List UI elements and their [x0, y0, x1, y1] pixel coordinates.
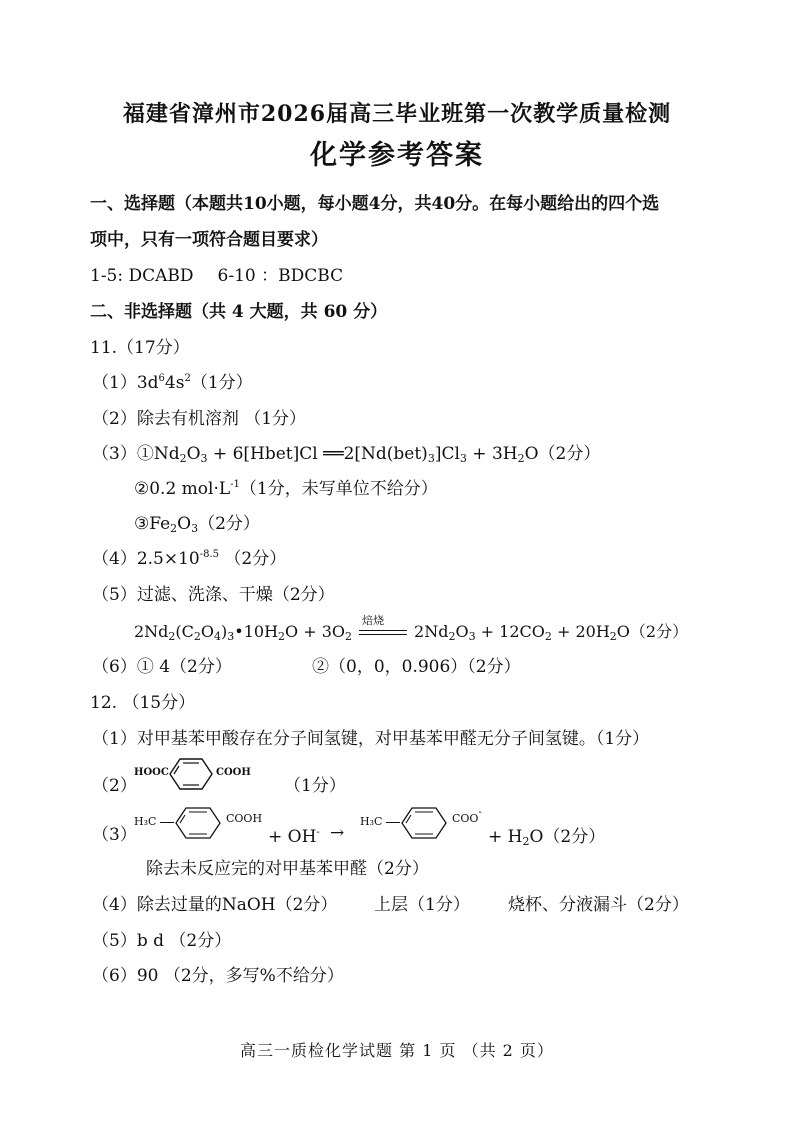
hooc-label: HOOC	[134, 767, 169, 778]
sub: 2	[609, 630, 617, 643]
t: )	[221, 622, 228, 641]
sub: 2	[170, 522, 178, 535]
cooh-label: COOH	[226, 812, 263, 825]
ch3-label: H₃C	[360, 815, 383, 828]
exam-title: 福建省漳州市2026届高三毕业班第一次教学质量检测	[122, 101, 672, 127]
text: 3d	[136, 373, 159, 393]
t: + 3H	[466, 444, 518, 464]
t: + 12CO	[475, 622, 545, 641]
sup: 2	[184, 373, 191, 384]
sup: -	[478, 807, 482, 818]
p-toluic-acid-structure	[134, 806, 274, 846]
q12-part4c: 烧杯、分液漏斗（2分）	[508, 895, 689, 915]
sup: -8.5	[199, 549, 220, 560]
terephthalic-acid-structure	[134, 757, 284, 793]
t: 2Nd	[414, 622, 449, 641]
cooh-label: COOH	[216, 767, 251, 778]
t: （2分）	[219, 549, 287, 569]
reaction-arrow-icon: →	[330, 823, 345, 843]
t: （2分）	[198, 514, 260, 534]
sup: -1	[230, 479, 240, 490]
q11-part3-eq	[92, 443, 600, 465]
text: 4s	[164, 373, 185, 393]
q12-part5: （5）b d （2分）	[92, 931, 232, 951]
answers-6-10: 6-10 ：BDCBC	[217, 266, 344, 286]
q12-part4b: 上层（1分）	[374, 895, 470, 915]
sub: 3	[191, 522, 199, 535]
t: ②0.2 mol·L	[134, 479, 231, 499]
t: O	[200, 622, 215, 641]
t: (C	[175, 622, 194, 641]
q11-part6b: ②（0，0，0.906）（2分）	[312, 657, 521, 677]
q12-part3-label: （3）	[92, 825, 137, 845]
coo-label	[452, 807, 482, 825]
hydroxide	[268, 826, 320, 848]
q12-header: 12. （15分）	[90, 693, 196, 713]
sup: -	[316, 827, 320, 838]
q11-part4	[92, 548, 286, 570]
sub: 2	[517, 452, 525, 465]
sub: 2	[345, 630, 353, 643]
t: （1分，未写单位不给分）	[239, 479, 438, 499]
t: O（2分）	[524, 444, 601, 464]
t: + H	[488, 827, 523, 847]
sup: 6	[158, 373, 165, 384]
q11-part3-3	[134, 513, 260, 535]
answer-key-title: 化学参考答案	[310, 140, 484, 171]
t: O	[186, 444, 201, 464]
sub: 2	[179, 452, 187, 465]
sub: 3	[200, 452, 208, 465]
sub: 2	[278, 630, 286, 643]
t: O（2分）	[616, 622, 689, 641]
sub: 3	[227, 630, 235, 643]
p-toluate-structure	[360, 806, 490, 846]
t: COO	[452, 812, 479, 825]
t: + 20H	[551, 622, 610, 641]
benzene-ring-icon	[168, 757, 214, 793]
t: ]Cl	[434, 444, 460, 464]
reaction-arrow	[352, 614, 414, 643]
t: （4）2.5×10	[92, 549, 200, 569]
sub: 3	[427, 452, 435, 465]
q12-part6: （6）90 （2分，多写%不给分）	[92, 966, 344, 986]
bond-line	[160, 822, 174, 823]
t: O	[455, 622, 469, 641]
q12-part3-water	[488, 826, 605, 848]
t: O（2分）	[529, 827, 606, 847]
section2-heading: 二、非选择题（共 4 大题，共 60 分）	[90, 302, 388, 322]
q11-part1	[92, 372, 253, 394]
bond-line	[386, 822, 400, 823]
t: O	[177, 514, 192, 534]
t: ③Fe	[134, 514, 171, 534]
q11-part3-2	[134, 478, 438, 500]
sub: 2	[522, 835, 530, 848]
t: + 6[Hbet]Cl ══2[Nd(bet)	[207, 444, 428, 464]
label: （1）	[92, 373, 137, 393]
sub: 2	[193, 630, 201, 643]
section1-heading-cont: 项中，只有一项符合题目要求）	[90, 230, 328, 250]
q12-part4a: （4）除去过量的NaOH（2分）	[92, 895, 338, 915]
q12-part3-note: 除去未反应完的对甲基苯甲醛（2分）	[146, 859, 429, 879]
t: 2Nd	[134, 622, 169, 641]
page-footer: 高三一质检化学试题 第 1 页 （共 2 页）	[240, 1041, 554, 1060]
ch3-label: H₃C	[134, 815, 157, 828]
t: •10H	[234, 622, 279, 641]
q12-part2-label: （2）	[92, 776, 137, 796]
sub: 2	[448, 630, 456, 643]
score: （1分）	[190, 373, 253, 393]
q12-part2-score: （1分）	[284, 776, 346, 796]
q11-header: 11.（17分）	[90, 338, 190, 358]
t: O + 3O	[285, 622, 346, 641]
sub: 3	[459, 452, 467, 465]
q11-part2: （2）除去有机溶剂 （1分）	[92, 409, 307, 429]
sub: 4	[214, 630, 222, 643]
sub: 2	[544, 630, 552, 643]
mc-answers	[90, 265, 343, 287]
t: + OH	[268, 827, 317, 847]
reaction-condition: 焙烧	[362, 614, 385, 627]
benzene-ring-icon	[174, 806, 222, 846]
section1-heading: 一、选择题（本题共10小题，每小题4分，共40分。在每小题给出的四个选	[90, 194, 660, 214]
benzene-ring-icon	[400, 806, 448, 846]
answers-1-5: 1-5: DCABD	[90, 266, 194, 286]
q11-part5-eq	[134, 614, 689, 643]
q11-part6a: （6）① 4（2分）	[92, 657, 232, 677]
sub: 2	[168, 630, 176, 643]
q12-part1: （1）对甲基苯甲酸存在分子间氢键，对甲基苯甲醛无分子间氢键。（1分）	[92, 729, 650, 749]
q11-part5: （5）过滤、洗涤、干燥（2分）	[92, 585, 335, 605]
sub: 3	[468, 630, 476, 643]
t: （3）①Nd	[92, 444, 180, 464]
